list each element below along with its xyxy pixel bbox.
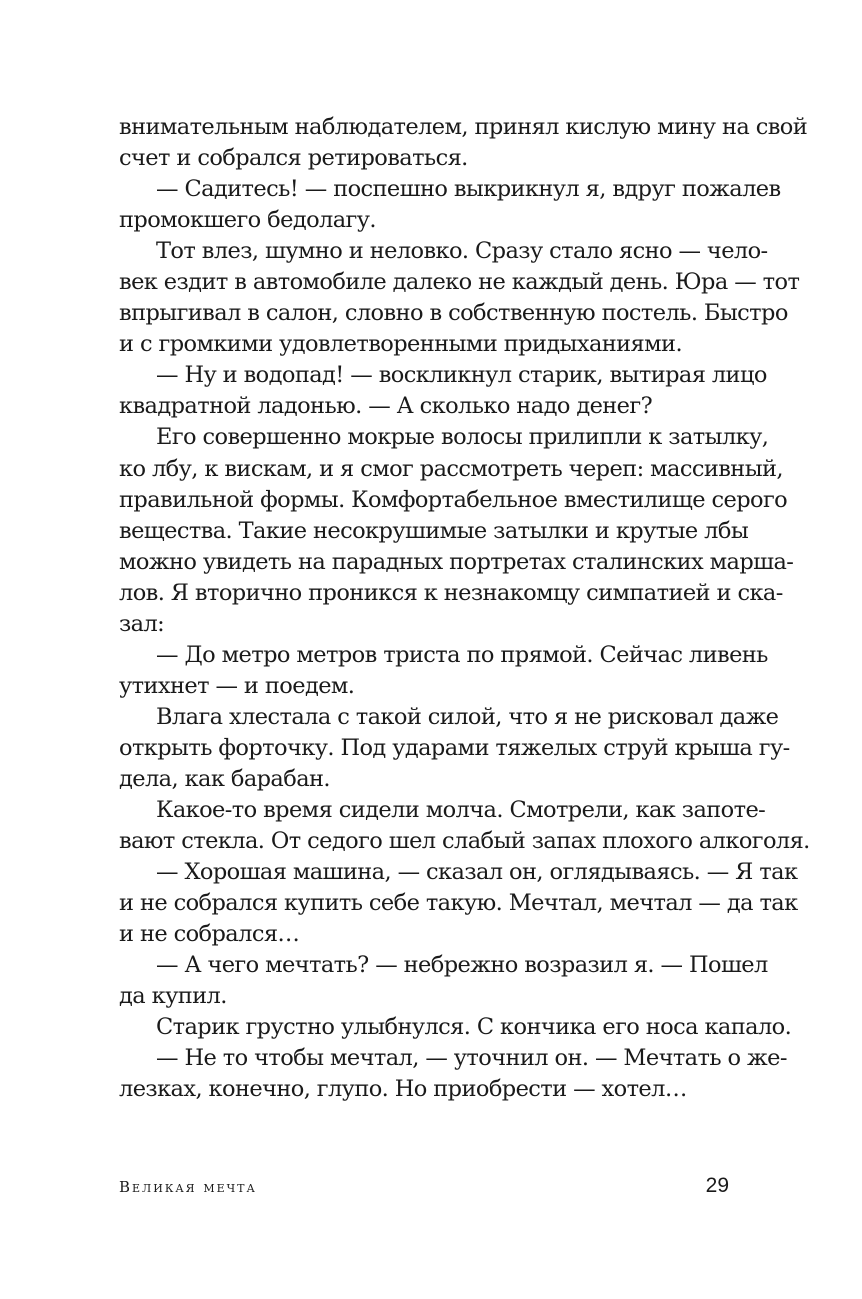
text-line: — А чего мечтать? — небрежно возразил я. — Пошел <box>156 952 768 979</box>
text-line: лезках, конечно, глупо. Но приобрести — хотел… <box>119 1076 687 1103</box>
text-line: открыть форточку. Под ударами тяжелых струй крыша гу- <box>119 734 790 761</box>
text-line: промокшего бедолагу. <box>119 207 376 234</box>
text-line: лов. Я вторично проникся к незнакомцу симпатией и ска- <box>119 579 783 606</box>
text-line: ко лбу, к вискам, и я смог рассмотреть череп: массивный, <box>119 455 783 482</box>
page-number: 29 <box>705 1174 729 1197</box>
text-line: внимательным наблюдателем, принял кислую мину на свой <box>119 114 808 140</box>
running-footer-title: Великая мечта <box>119 1178 257 1196</box>
text-line: и не собрался… <box>119 921 300 948</box>
body-text <box>119 112 810 1106</box>
text-line: счет и собрался ретироваться. <box>119 145 468 172</box>
text-line: Тот влез, шумно и неловко. Сразу стало ясно — чело- <box>156 238 768 265</box>
text-line: — Ну и водопад! — воскликнул старик, вытирая лицо <box>156 362 767 389</box>
text-line: — До метро метров триста по прямой. Сейчас ливень <box>156 641 768 668</box>
text-line: квадратной ладонью. — А сколько надо денег? <box>119 393 653 420</box>
text-line: вают стекла. От седого шел слабый запах плохого алкоголя. <box>119 828 810 855</box>
text-line: век ездит в автомобиле далеко не каждый день. Юра — тот <box>119 269 800 296</box>
text-line: Его совершенно мокрые волосы прилипли к затылку, <box>156 424 769 451</box>
text-line: и с громкими удовлетворенными придыханиями. <box>119 331 682 358</box>
text-line: Какое-то время сидели молча. Смотрели, как запоте- <box>156 797 766 824</box>
text-line: да купил. <box>119 983 227 1010</box>
text-line: дела, как барабан. <box>119 765 330 792</box>
text-line: — Садитесь! — поспешно выкрикнул я, вдруг пожалев <box>156 176 781 203</box>
text-line: можно увидеть на парадных портретах сталинских марша- <box>119 548 794 575</box>
text-line: — Хорошая машина, — сказал он, оглядываясь. — Я так <box>156 859 798 886</box>
text-line: зал: <box>119 610 165 637</box>
text-line: и не собрался купить себе такую. Мечтал, мечтал — да так <box>119 890 798 917</box>
text-line: — Не то чтобы мечтал, — уточнил он. — Мечтать о же- <box>156 1045 787 1072</box>
text-line: Старик грустно улыбнулся. С кончика его носа капало. <box>156 1014 792 1041</box>
text-line: Влага хлестала с такой силой, что я не рисковал даже <box>156 703 779 730</box>
text-line: вещества. Такие несокрушимые затылки и крутые лбы <box>119 517 749 544</box>
text-line: впрыгивал в салон, словно в собственную постель. Быстро <box>119 300 788 327</box>
text-line: правильной формы. Комфортабельное вместилище серого <box>119 486 788 513</box>
text-line: утихнет — и поедем. <box>119 672 355 699</box>
